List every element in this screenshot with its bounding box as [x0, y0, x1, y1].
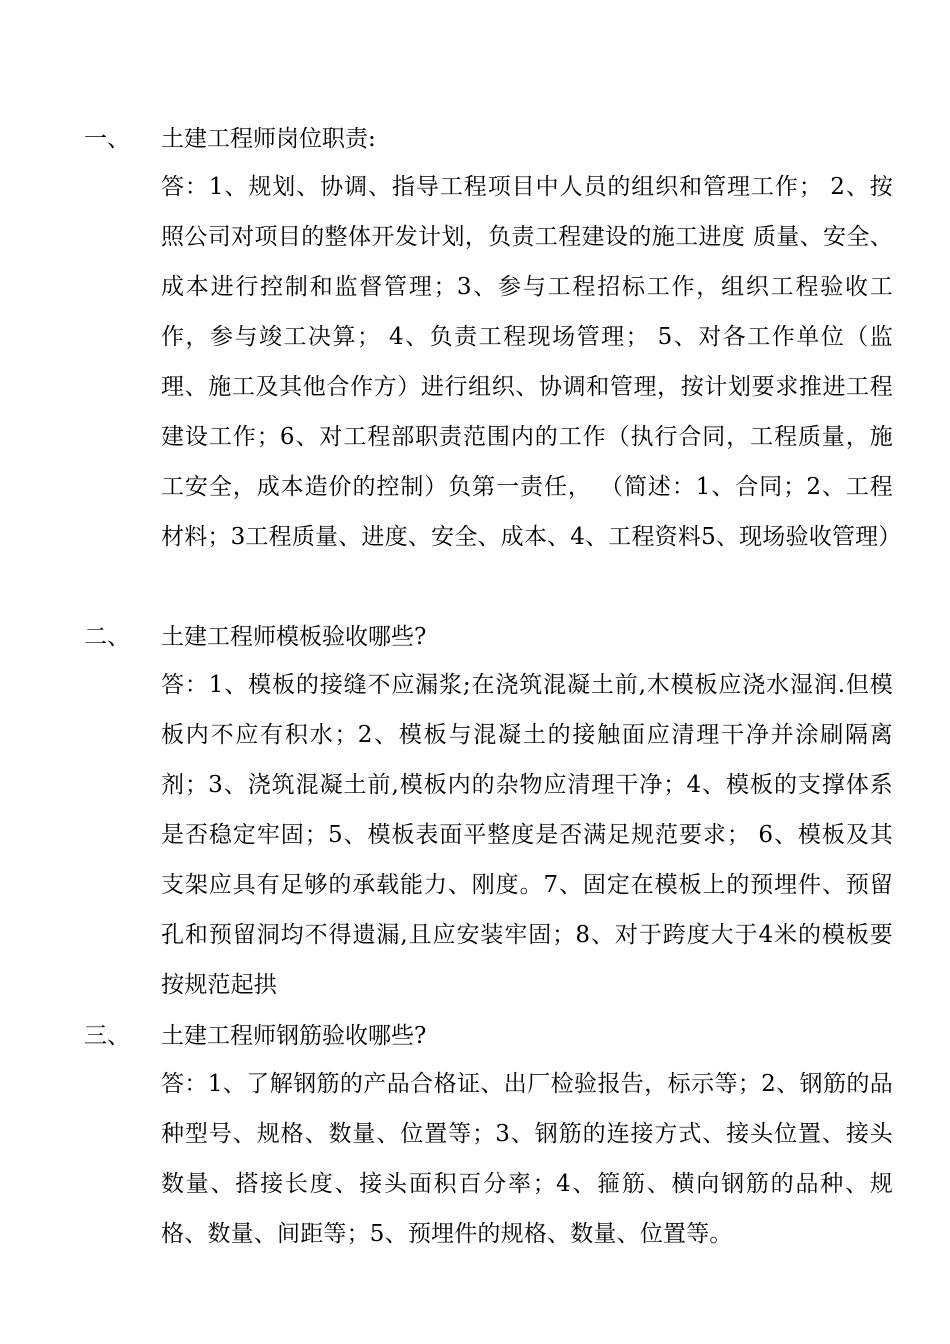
section-2-answer: 答：1、模板的接缝不应漏浆;在浇筑混凝土前,木模板应浇水湿润.但模板内不应有积水；2、模板与混凝土的接触面应清理干净并涂刷隔离剂；3、浇筑混凝土前,模板内的杂物应清理干净；4、模板的支撑体系是否稳定牢固；5、模板表面平整度是否满足规范要求； 6、模板及其支架应具有足够的承载能力、刚度。7、固定在模板上的预埋件、预留孔和预留洞均不得遗漏,且应安装牢固；8、对于跨度大于4米的模板要按规范起拱	[161, 672, 893, 998]
section-3-answer: 答：1、了解钢筋的产品合格证、出厂检验报告，标示等；2、钢筋的品种型号、规格、数量、位置等；3、钢筋的连接方式、接头位置、接头数量、搭接长度、接头面积百分率；4、箍筋、横向钢筋的品种、规格、数量、间距等；5、预埋件的规格、数量、位置等。	[161, 1071, 893, 1247]
section-3-number: 三、	[84, 1023, 130, 1049]
section-1-number: 一、	[84, 126, 130, 152]
section-2-number: 二、	[84, 624, 130, 650]
section-1-answer: 答：1、规划、协调、指导工程项目中人员的组织和管理工作； 2、按照公司对项目的整体开发计划，负责工程建设的施工进度 质量、安全、成本进行控制和监督管理；3、参与工程招标工作，组织工程验收工作，参与竣工决算； 4、负责工程现场管理； 5、对各工作单位（监理、施工及其他合作方）进行组织、协调和管理，按计划要求推进工程建设工作；6、对工程部职责范围内的工作（执行合同，工程质量，施工安全，成本造价的控制）负第一责任， （简述：1、合同；2、工程材料；3工程质量、进度、安全、成本、4、工程资料5、现场验收管理）	[161, 174, 902, 550]
section-1-title: 土建工程师岗位职责:	[161, 126, 376, 152]
section-3-title: 土建工程师钢筋验收哪些?	[161, 1023, 427, 1049]
section-2-title: 土建工程师模板验收哪些?	[161, 624, 427, 650]
